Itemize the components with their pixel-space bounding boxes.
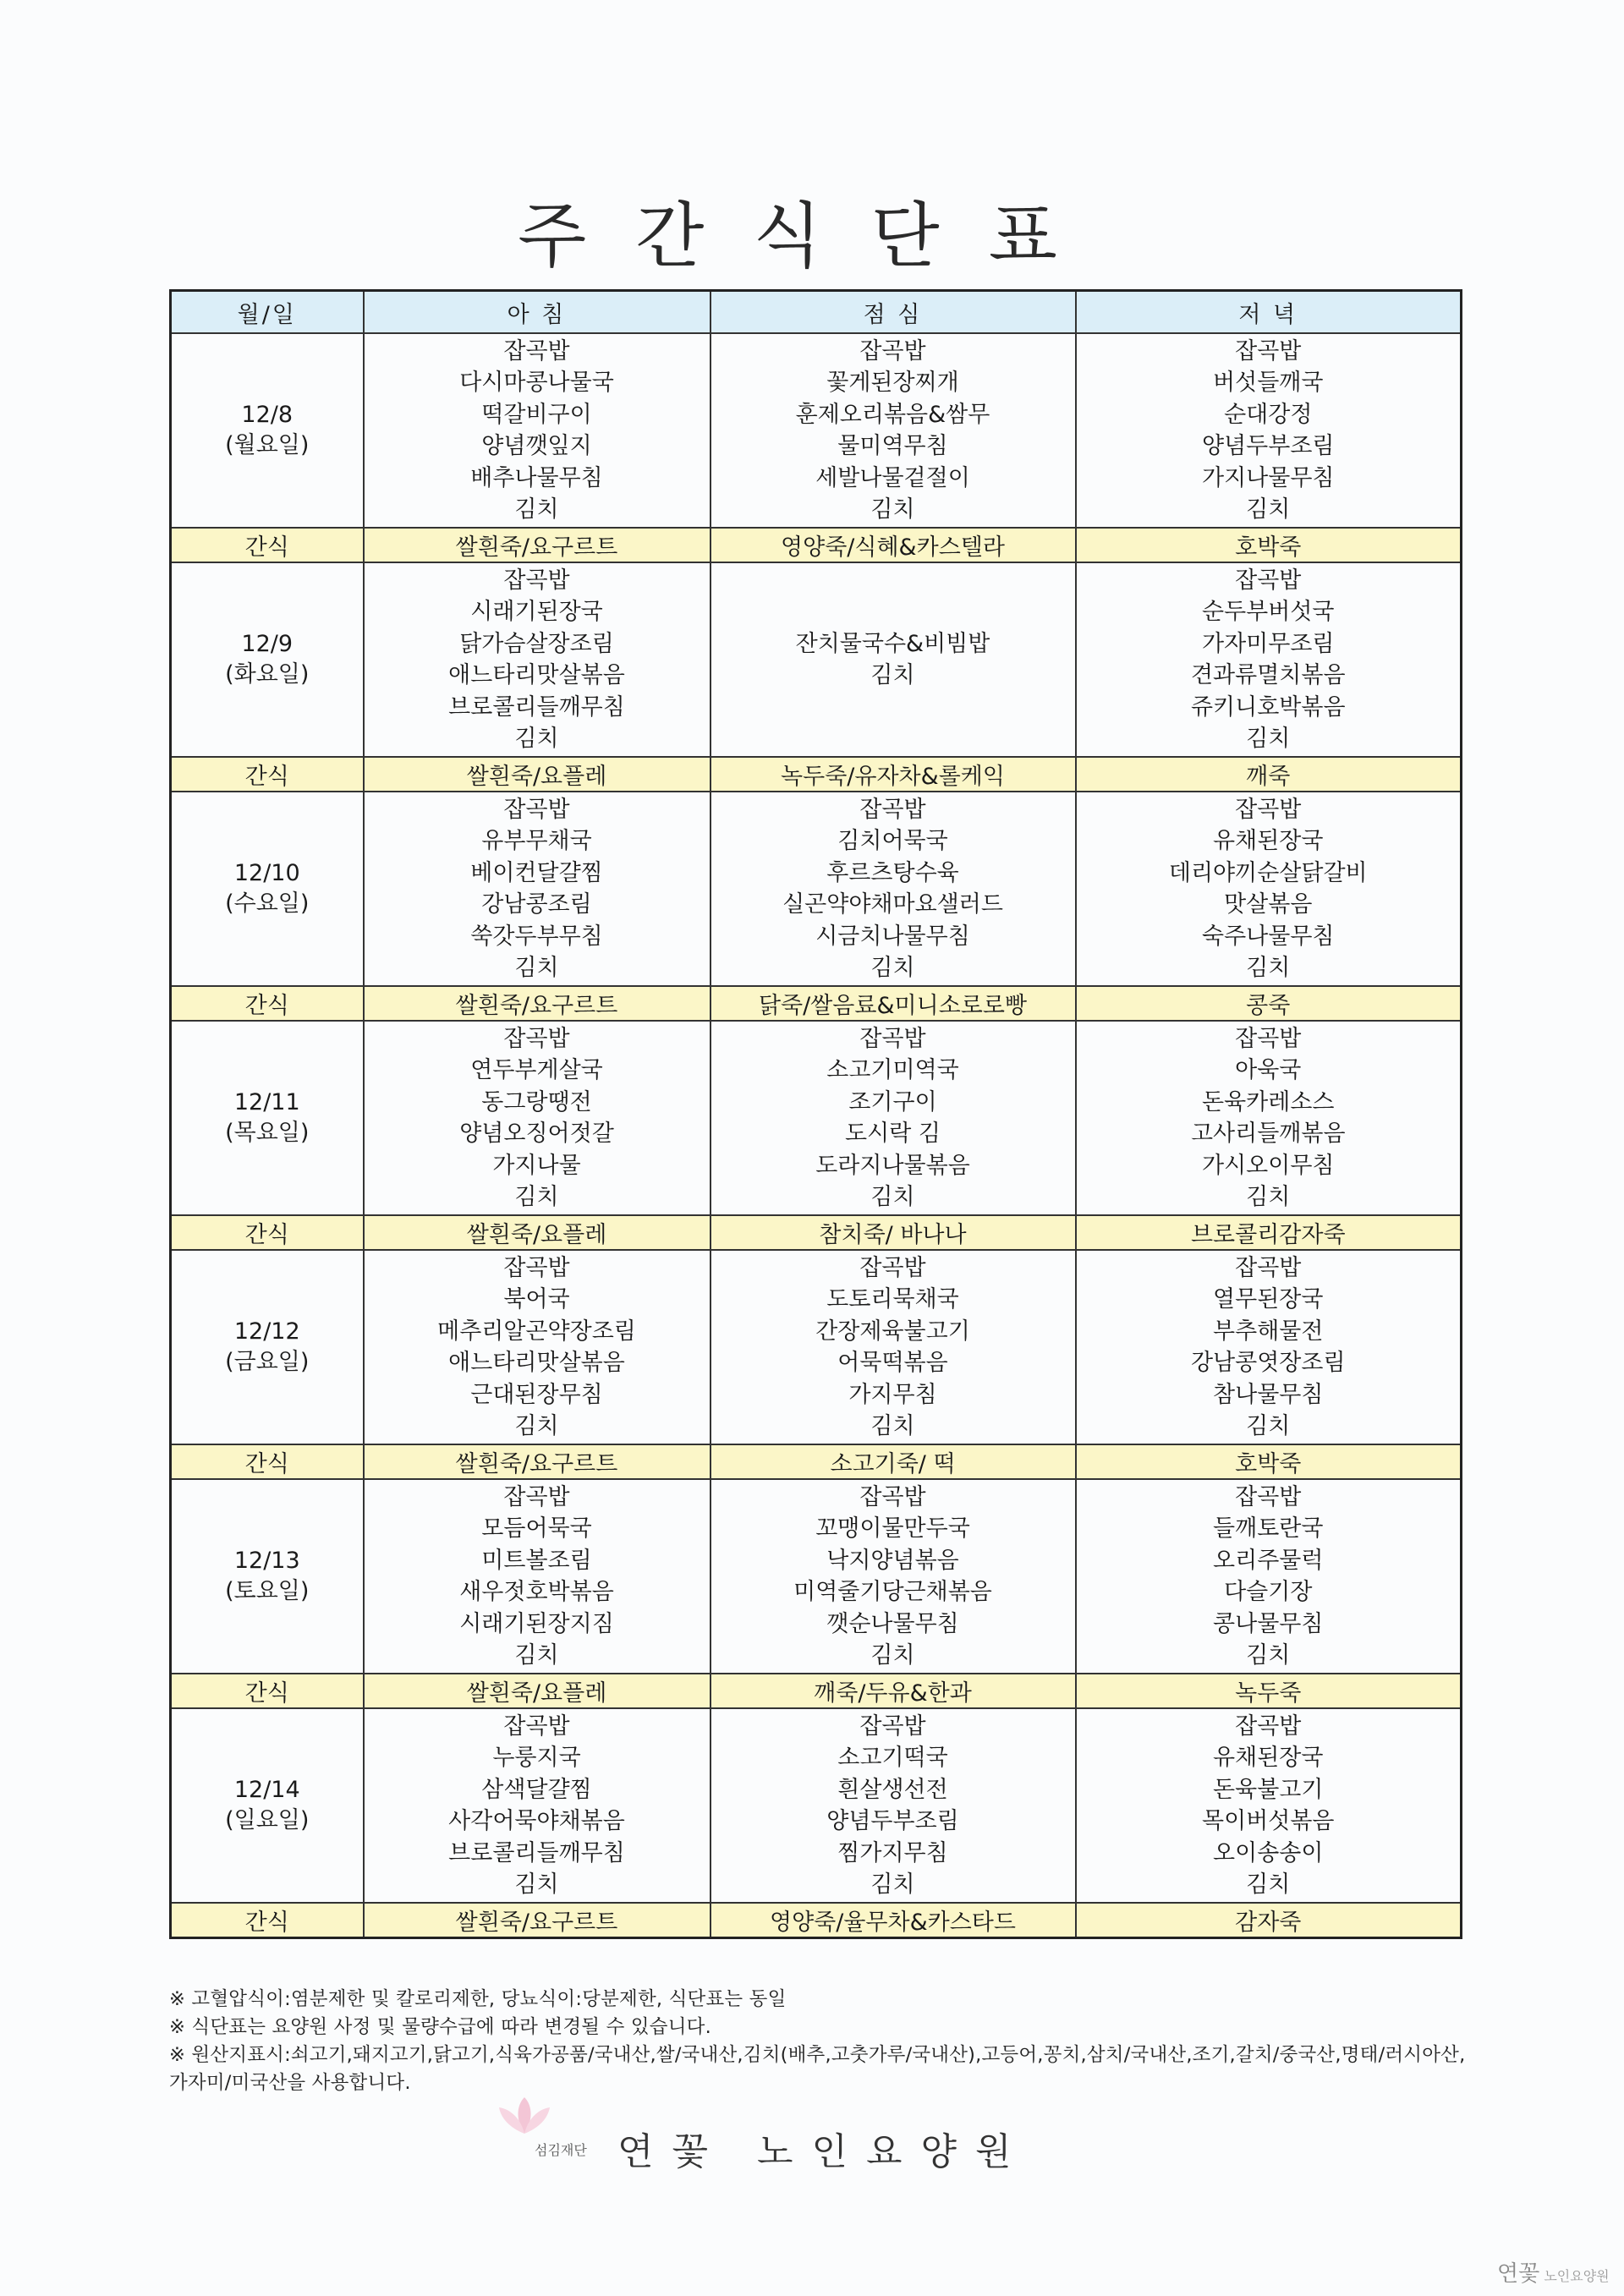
weekday-label: (화요일) <box>225 661 310 688</box>
menu-item: 김치 <box>514 1642 559 1669</box>
menu-item: 모듬어묵국 <box>481 1515 592 1542</box>
weekday-label: (토요일) <box>225 1578 310 1604</box>
snack-item: 닭죽/쌀음료&미니소로로빵 <box>710 986 1076 1021</box>
snack-item: 감자죽 <box>1076 1903 1462 1938</box>
lunch-cell <box>710 1250 1076 1444</box>
dinner-cell <box>1076 562 1462 757</box>
weekday-label: (월요일) <box>225 432 310 458</box>
date-label: 12/11 <box>233 1089 300 1115</box>
menu-item: 아욱국 <box>1235 1057 1302 1083</box>
snack-label: 간식 <box>171 986 364 1021</box>
day-row <box>171 792 1462 986</box>
menu-item: 잡곡밥 <box>859 337 926 364</box>
menu-item: 훈제오리볶음&쌈무 <box>795 401 990 428</box>
menu-item: 조기구이 <box>848 1088 937 1115</box>
snack-item: 녹두죽/유자차&롤케익 <box>710 757 1076 792</box>
org-prefix: 섬김재단 <box>535 2142 587 2158</box>
snack-item: 호박죽 <box>1076 1444 1462 1479</box>
menu-item: 꼬맹이물만두국 <box>815 1515 970 1542</box>
snack-item: 쌀흰죽/요구르트 <box>364 1444 710 1479</box>
menu-item: 간장제육불고기 <box>815 1318 970 1345</box>
menu-item: 낙지양념볶음 <box>826 1547 959 1574</box>
weekly-menu-table <box>169 289 1462 1939</box>
menu-item: 시래기된장지짐 <box>459 1610 614 1637</box>
snack-row <box>171 1215 1462 1250</box>
snack-item: 녹두죽 <box>1076 1674 1462 1708</box>
snack-row <box>171 1444 1462 1479</box>
menu-item: 쥬키니호박볶음 <box>1190 693 1346 721</box>
menu-item: 누룽지국 <box>492 1745 581 1771</box>
page-title: 주간식단표 <box>518 195 1106 277</box>
menu-item: 깻순나물무침 <box>826 1610 959 1637</box>
snack-label: 간식 <box>171 757 364 792</box>
menu-item: 꽃게된장찌개 <box>826 370 959 396</box>
dinner-cell <box>1076 1250 1462 1444</box>
menu-item: 견과류멸치볶음 <box>1190 662 1346 688</box>
menu-item: 양념깻잎지 <box>481 433 592 459</box>
menu-item: 김치 <box>1246 1413 1291 1439</box>
table-header-row <box>171 291 1462 334</box>
menu-item: 다시마콩나물국 <box>459 370 614 396</box>
menu-item: 버섯들깨국 <box>1213 370 1324 396</box>
lunch-cell <box>710 1479 1076 1674</box>
menu-item: 도시락 김 <box>845 1121 941 1147</box>
menu-item: 어묵떡볶음 <box>837 1350 948 1376</box>
snack-item: 영양죽/식혜&카스텔라 <box>710 528 1076 562</box>
corner-mark-big: 연꽃 <box>1497 2261 1540 2287</box>
day-row <box>171 1708 1462 1903</box>
dinner-cell <box>1076 1479 1462 1674</box>
menu-item: 콩나물무침 <box>1213 1610 1324 1637</box>
menu-item: 잡곡밥 <box>503 1483 570 1510</box>
menu-item: 잡곡밥 <box>1235 796 1302 823</box>
menu-item: 새우젓호박볶음 <box>459 1579 614 1605</box>
menu-item: 목이버섯볶음 <box>1202 1808 1335 1834</box>
menu-item: 세발나물겉절이 <box>815 464 970 491</box>
menu-item: 김치 <box>514 955 559 981</box>
footer-logo <box>474 2096 1150 2172</box>
menu-item: 미역줄기당근채볶음 <box>793 1579 992 1605</box>
menu-item: 김치 <box>870 1642 915 1669</box>
menu-item: 배추나물무침 <box>470 464 603 491</box>
menu-item: 김치 <box>1246 726 1291 752</box>
menu-item: 김치 <box>870 1413 915 1439</box>
day-row <box>171 1021 1462 1215</box>
menu-body <box>171 333 1462 1938</box>
menu-item: 김치 <box>514 1413 559 1439</box>
weekday-label: (목요일) <box>225 1120 310 1146</box>
date-label: 12/9 <box>241 631 294 657</box>
menu-item: 강남콩엿장조림 <box>1190 1350 1346 1376</box>
menu-item: 김치어묵국 <box>837 828 948 854</box>
snack-item: 참치죽/ 바나나 <box>710 1215 1076 1250</box>
menu-item: 닭가슴살장조림 <box>459 630 614 657</box>
header-dinner: 저 녁 <box>1076 291 1462 334</box>
menu-item: 김치 <box>870 1184 915 1210</box>
menu-item: 잡곡밥 <box>1235 337 1302 364</box>
menu-item: 오리주물럭 <box>1213 1547 1324 1574</box>
menu-item: 김치 <box>870 496 915 523</box>
date-cell <box>171 1250 364 1444</box>
snack-item: 쌀흰죽/요플레 <box>364 757 710 792</box>
snack-label: 간식 <box>171 1215 364 1250</box>
menu-item: 가자미무조림 <box>1202 630 1335 657</box>
date-cell <box>171 562 364 757</box>
lunch-cell <box>710 562 1076 757</box>
menu-item: 흰살생선전 <box>837 1776 948 1803</box>
menu-item: 김치 <box>870 662 915 688</box>
menu-item: 양념두부조림 <box>826 1808 959 1834</box>
menu-item: 잡곡밥 <box>859 1254 926 1281</box>
note-line: ※ 원산지표시:쇠고기,돼지고기,닭고기,식육가공품/국내산,쌀/국내산,김치(배추,고춧가루/국내산),고등어,꽁치,삼치/국내산,조기,갈치/중국산,명태/러시아산,가자미/미국산을 사용합니다. <box>169 2044 1466 2094</box>
date-label: 12/12 <box>233 1318 300 1345</box>
menu-item: 떡갈비구이 <box>481 401 592 428</box>
snack-label: 간식 <box>171 1674 364 1708</box>
corner-mark-small: 노인요양원 <box>1544 2268 1610 2284</box>
org-name: 연꽃 노인요양원 <box>617 2130 1030 2173</box>
snack-item: 콩죽 <box>1076 986 1462 1021</box>
breakfast-cell <box>364 1021 710 1215</box>
menu-item: 후르츠탕수육 <box>826 859 959 886</box>
menu-item: 잡곡밥 <box>859 1483 926 1510</box>
menu-item: 유채된장국 <box>1213 828 1324 854</box>
breakfast-cell <box>364 792 710 986</box>
menu-item: 잡곡밥 <box>1235 1483 1302 1510</box>
menu-item: 김치 <box>514 1871 559 1898</box>
menu-item: 사각어묵야채볶음 <box>448 1808 625 1834</box>
snack-item: 쌀흰죽/요플레 <box>364 1674 710 1708</box>
snack-item: 쌀흰죽/요플레 <box>364 1215 710 1250</box>
menu-item: 김치 <box>1246 496 1291 523</box>
snack-item: 깨죽/두유&한과 <box>710 1674 1076 1708</box>
snack-label: 간식 <box>171 528 364 562</box>
date-label: 12/13 <box>233 1548 300 1574</box>
day-row <box>171 1250 1462 1444</box>
menu-item: 잔치물국수&비빔밥 <box>795 630 990 657</box>
menu-item: 시금치나물무침 <box>815 923 970 950</box>
menu-item: 잡곡밥 <box>503 567 570 594</box>
menu-item: 김치 <box>514 726 559 752</box>
snack-item: 쌀흰죽/요구르트 <box>364 528 710 562</box>
lotus-flower-icon <box>491 2096 558 2138</box>
dinner-cell <box>1076 1708 1462 1903</box>
breakfast-cell <box>364 1250 710 1444</box>
day-row <box>171 1479 1462 1674</box>
menu-item: 양념오징어젓갈 <box>459 1121 614 1147</box>
snack-item: 쌀흰죽/요구르트 <box>364 1903 710 1938</box>
menu-item: 가지무침 <box>848 1381 937 1408</box>
menu-item: 잡곡밥 <box>1235 1025 1302 1052</box>
weekday-label: (금요일) <box>225 1349 310 1375</box>
menu-item: 양념두부조림 <box>1202 433 1335 459</box>
menu-item: 순대강정 <box>1224 401 1313 428</box>
menu-item: 잡곡밥 <box>503 1254 570 1281</box>
menu-item: 시래기된장국 <box>470 599 603 625</box>
snack-label: 간식 <box>171 1903 364 1938</box>
menu-item: 돈육불고기 <box>1213 1776 1324 1803</box>
menu-item: 열무된장국 <box>1213 1286 1324 1312</box>
menu-item: 미트볼조림 <box>481 1547 592 1574</box>
menu-item: 오이송송이 <box>1213 1839 1324 1866</box>
notes <box>169 1986 1472 2097</box>
menu-item: 동그랑땡전 <box>481 1088 592 1115</box>
menu-item: 애느타리맛살볶음 <box>448 662 625 688</box>
menu-item: 브로콜리들깨무침 <box>448 1839 625 1866</box>
menu-item: 강남콩조림 <box>481 891 592 918</box>
menu-item: 잡곡밥 <box>859 1025 926 1052</box>
menu-item: 잡곡밥 <box>859 796 926 823</box>
menu-item: 삼색달걀찜 <box>481 1776 592 1803</box>
snack-row <box>171 528 1462 562</box>
date-cell <box>171 792 364 986</box>
menu-item: 쑥갓두부무침 <box>470 923 603 950</box>
lunch-cell <box>710 333 1076 528</box>
weekday-label: (일요일) <box>225 1807 310 1833</box>
breakfast-cell <box>364 562 710 757</box>
snack-row <box>171 1674 1462 1708</box>
header-breakfast: 아 침 <box>364 291 710 334</box>
menu-item: 메추리알곤약장조림 <box>437 1318 636 1345</box>
menu-item: 잡곡밥 <box>1235 567 1302 594</box>
note-line: ※ 고혈압식이:염분제한 및 칼로리제한, 당뇨식이:당분제한, 식단표는 동일 <box>169 1988 787 2010</box>
weekday-label: (수요일) <box>225 890 310 917</box>
header-date: 월/일 <box>171 291 364 334</box>
menu-item: 잡곡밥 <box>1235 1712 1302 1740</box>
menu-item: 잡곡밥 <box>503 1712 570 1740</box>
menu-item: 숙주나물무침 <box>1202 923 1335 950</box>
menu-item: 김치 <box>1246 1871 1291 1898</box>
snack-item: 쌀흰죽/요구르트 <box>364 986 710 1021</box>
snack-item: 호박죽 <box>1076 528 1462 562</box>
menu-item: 가시오이무침 <box>1202 1152 1335 1179</box>
menu-item: 도토리묵채국 <box>826 1286 959 1312</box>
menu-item: 김치 <box>514 496 559 523</box>
date-cell <box>171 1021 364 1215</box>
menu-item: 잡곡밥 <box>503 796 570 823</box>
menu-item: 물미역무침 <box>837 433 948 459</box>
breakfast-cell <box>364 1479 710 1674</box>
menu-item: 김치 <box>1246 1642 1291 1669</box>
date-cell <box>171 1479 364 1674</box>
menu-item: 김치 <box>514 1184 559 1210</box>
menu-item: 유부무채국 <box>481 828 592 854</box>
dinner-cell <box>1076 792 1462 986</box>
menu-item: 참나물무침 <box>1213 1381 1324 1408</box>
snack-label: 간식 <box>171 1444 364 1479</box>
day-row <box>171 333 1462 528</box>
menu-item: 잡곡밥 <box>503 337 570 364</box>
snack-item: 깨죽 <box>1076 757 1462 792</box>
lunch-cell <box>710 1021 1076 1215</box>
snack-item: 영양죽/율무차&카스타드 <box>710 1903 1076 1938</box>
snack-item: 브로콜리감자죽 <box>1076 1215 1462 1250</box>
menu-item: 김치 <box>870 1871 915 1898</box>
breakfast-cell <box>364 333 710 528</box>
date-label: 12/14 <box>233 1777 300 1803</box>
date-label: 12/8 <box>241 402 294 428</box>
menu-item: 브로콜리들깨무침 <box>448 693 625 721</box>
menu-item: 잡곡밥 <box>859 1712 926 1740</box>
menu-item: 연두부게살국 <box>470 1057 603 1083</box>
day-row <box>171 562 1462 757</box>
snack-item: 소고기죽/ 떡 <box>710 1444 1076 1479</box>
dinner-cell <box>1076 333 1462 528</box>
menu-item: 찜가지무침 <box>837 1839 948 1866</box>
menu-item: 잡곡밥 <box>503 1025 570 1052</box>
snack-row <box>171 986 1462 1021</box>
menu-item: 들깨토란국 <box>1213 1515 1324 1542</box>
menu-item: 가지나물무침 <box>1202 464 1335 491</box>
header-lunch: 점 심 <box>710 291 1076 334</box>
menu-item: 순두부버섯국 <box>1202 599 1335 625</box>
menu-item: 김치 <box>1246 955 1291 981</box>
breakfast-cell <box>364 1708 710 1903</box>
menu-item: 소고기미역국 <box>826 1057 959 1083</box>
menu-item: 북어국 <box>503 1286 570 1312</box>
menu-item: 부추해물전 <box>1213 1318 1324 1345</box>
corner-watermark <box>1497 2256 1610 2288</box>
menu-item: 잡곡밥 <box>1235 1254 1302 1281</box>
menu-item: 베이컨달걀찜 <box>470 859 603 886</box>
menu-item: 고사리들깨볶음 <box>1190 1121 1346 1147</box>
date-cell <box>171 333 364 528</box>
snack-row <box>171 757 1462 792</box>
snack-row <box>171 1903 1462 1938</box>
date-cell <box>171 1708 364 1903</box>
menu-item: 돈육카레소스 <box>1202 1088 1335 1115</box>
lunch-cell <box>710 792 1076 986</box>
menu-item: 다슬기장 <box>1224 1579 1313 1605</box>
menu-item: 김치 <box>870 955 915 981</box>
menu-item: 도라지나물볶음 <box>815 1152 970 1179</box>
lunch-cell <box>710 1708 1076 1903</box>
menu-item: 맛살볶음 <box>1224 891 1313 918</box>
date-label: 12/10 <box>233 860 300 886</box>
menu-item: 근대된장무침 <box>470 1381 603 1408</box>
menu-item: 실곤약야채마요샐러드 <box>782 891 1003 918</box>
menu-item: 소고기떡국 <box>837 1745 948 1771</box>
menu-item: 김치 <box>1246 1184 1291 1210</box>
note-line: ※ 식단표는 요양원 사정 및 물량수급에 따라 변경될 수 있습니다. <box>169 2016 711 2038</box>
menu-item: 유채된장국 <box>1213 1745 1324 1771</box>
menu-item: 애느타리맛살볶음 <box>448 1350 625 1376</box>
dinner-cell <box>1076 1021 1462 1215</box>
menu-item: 데리야끼순살닭갈비 <box>1168 859 1368 886</box>
menu-item: 가지나물 <box>492 1152 581 1179</box>
